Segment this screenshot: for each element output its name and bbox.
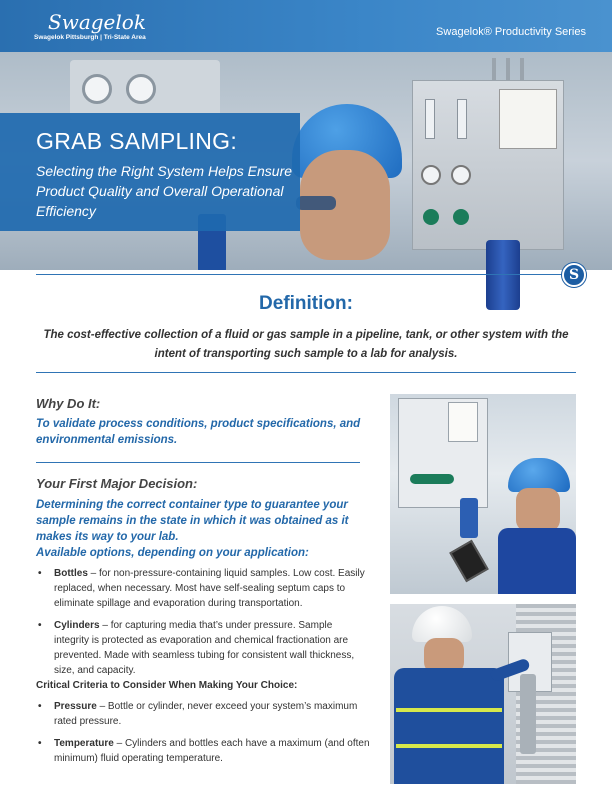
criteria-list: [36, 699, 370, 773]
series-label: Swagelok® Productivity Series: [436, 26, 586, 38]
hard-hat-icon: [412, 606, 472, 642]
tablet-icon: [449, 540, 489, 582]
hero-banner: [0, 0, 612, 270]
definition-text: The cost-effective collection of a fluid or gas sample in a pipeline, tank, or other system with the intent of transporting such sample to a lab for analysis.: [43, 329, 569, 360]
photo-technician-panel: [390, 604, 576, 784]
divider: [36, 372, 576, 373]
page-subtitle: Selecting the Right System Helps Ensure Product Quality and Overall Operational Efficiency: [36, 163, 293, 219]
why-text: To validate process conditions, product specifications, and environmental emissions.: [36, 418, 361, 446]
gauge-icon: [126, 74, 156, 104]
sample-cylinder-icon: [460, 498, 478, 538]
panel-label-plate: [448, 402, 478, 442]
list-item: • Cylinders – for capturing media that’s under pressure. Sample integrity is protected as evaporation and chemical fractionation are prevented. Made with seamless tubing for consistent wall thickness, size, and capacity.: [36, 618, 370, 678]
container-options-list: [36, 566, 370, 685]
grab-sampling-panel: [412, 80, 564, 250]
why-heading: Why Do It:: [36, 396, 101, 411]
definition-heading: Definition:: [259, 293, 353, 314]
list-item: • Temperature – Cylinders and bottles each have a maximum (and often minimum) fluid operating temperature.: [36, 736, 370, 766]
pressure-gauge-icon: [421, 165, 441, 185]
divider: [36, 274, 576, 275]
decision-heading: Your First Major Decision:: [36, 476, 198, 491]
swagelok-badge-icon: S: [562, 263, 586, 287]
photo-technician-tablet: [390, 394, 576, 594]
criteria-heading: Critical Criteria to Consider When Making Your Choice:: [36, 680, 298, 691]
reflective-stripe: [396, 744, 502, 748]
equipment-gauges: [70, 60, 220, 120]
panel-pipes: [490, 58, 530, 80]
list-item: • Bottles – for non-pressure-containing liquid samples. Low cost. Easily replaced, when necessary. Most have self-sealing septum caps to eliminate spillage and evaporation during transportation.: [36, 566, 370, 611]
reflective-stripe: [396, 708, 502, 712]
worker-coverall: [394, 668, 504, 784]
pressure-gauge-icon: [451, 165, 471, 185]
divider: [36, 462, 360, 463]
brand-logo[interactable]: Swagelok: [48, 10, 146, 34]
green-valves: [410, 474, 454, 484]
panel-label-plate: [499, 89, 557, 149]
valve-knob-icon: [453, 209, 469, 225]
gauge-icon: [82, 74, 112, 104]
hard-hat-icon: [508, 458, 570, 492]
worker-coverall: [498, 528, 576, 594]
valve-knob-icon: [423, 209, 439, 225]
worker-face: [516, 488, 560, 532]
flowmeter-tube: [425, 99, 435, 139]
brand-subtitle: Swagelok Pittsburgh | Tri-State Area: [34, 34, 146, 41]
list-item: • Pressure – Bottle or cylinder, never exceed your system’s maximum rated pressure.: [36, 699, 370, 729]
options-intro: Available options, depending on your application:: [36, 547, 309, 559]
page-title: GRAB SAMPLING:: [36, 128, 238, 154]
decision-text: Determining the correct container type to guarantee your sample remains in the state in which it was obtained as it makes its way to your lab.: [36, 499, 349, 543]
safety-glasses-icon: [296, 196, 336, 210]
flowmeter-tube: [457, 99, 467, 139]
sample-cylinder-icon: [520, 674, 536, 754]
